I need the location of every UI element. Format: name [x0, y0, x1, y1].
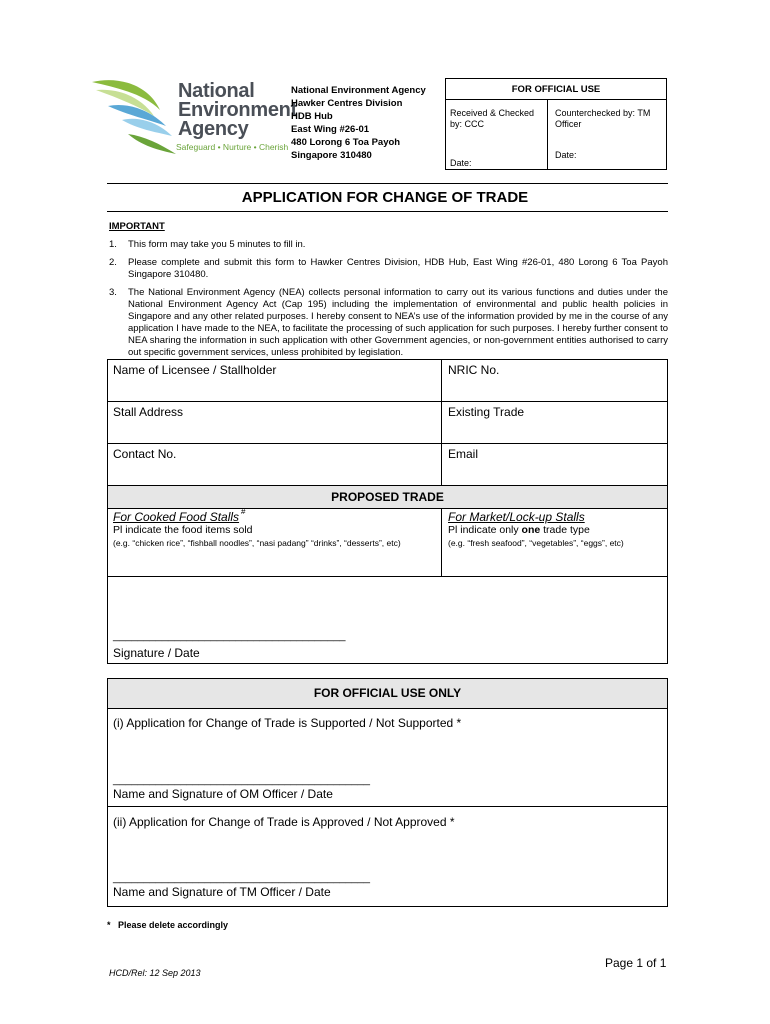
signature-field[interactable] — [108, 578, 667, 632]
contact-label: Contact No. — [113, 447, 177, 461]
delete-note-star: * — [107, 920, 111, 930]
page-number: Page 1 of 1 — [605, 956, 667, 970]
date-right-label: Date: — [555, 150, 577, 160]
logo-tagline: Safeguard • Nurture • Cherish — [176, 142, 289, 152]
stall-address-field[interactable] — [108, 422, 440, 442]
signature-date-label: Signature / Date — [113, 646, 200, 660]
title-rule-top — [107, 183, 668, 184]
market-stall-instruction: Pl indicate only one trade type — [448, 524, 590, 536]
existing-trade-label: Existing Trade — [448, 405, 525, 419]
cooked-food-heading: For Cooked Food Stalls — [113, 510, 240, 524]
form-reference: HCD/Rel: 12 Sep 2013 — [109, 968, 201, 978]
name-field[interactable] — [108, 380, 440, 400]
signature-line: ______________________________________ — [113, 630, 346, 642]
nric-field[interactable] — [443, 380, 666, 400]
received-checked-label: Received & Checked by: CCC — [450, 108, 535, 129]
official-use-only-heading: FOR OFFICIAL USE ONLY — [108, 679, 667, 708]
cooked-food-example: (e.g. “chicken rice”, “fishball noodles”, “nasi padang” “drinks”, “desserts”, etc) — [113, 538, 401, 548]
nric-label: NRIC No. — [448, 363, 500, 377]
market-stall-example: (e.g. “fresh seafood”, “vegetables”, “eggs”, etc) — [448, 538, 624, 548]
email-field[interactable] — [443, 464, 666, 484]
market-trade-field[interactable] — [443, 550, 666, 575]
cooked-food-instruction: Pl indicate the food items sold — [113, 524, 253, 536]
logo-wordmark: National Environment Agency — [178, 80, 297, 140]
existing-trade-field[interactable] — [443, 422, 666, 442]
name-label: Name of Licensee / Stallholder — [113, 363, 277, 377]
page-title: APPLICATION FOR CHANGE OF TRADE — [241, 189, 529, 206]
cooked-food-mark: # — [241, 507, 246, 516]
nea-logo-icon — [88, 76, 180, 156]
contact-field[interactable] — [108, 464, 440, 484]
market-stall-heading: For Market/Lock-up Stalls — [448, 510, 585, 524]
official-use-box — [445, 78, 667, 170]
email-label: Email — [448, 447, 479, 461]
date-left-label: Date: — [450, 158, 472, 168]
tm-signature-line: __________________________________________ — [113, 872, 370, 884]
official-use-title: FOR OFFICIAL USE — [446, 79, 666, 100]
supported-statement: (i) Application for Change of Trade is Supported / Not Supported * — [113, 716, 462, 730]
counterchecked-label: Counterchecked by: TM Officer — [555, 108, 651, 129]
title-rule-bottom — [107, 211, 668, 212]
agency-address: National Environment Agency Hawker Centres Division HDB Hub East Wing #26-01 480 Lorong 6 Toa Payoh Singapore 310480 — [291, 85, 426, 161]
proposed-trade-heading: PROPOSED TRADE — [108, 486, 667, 508]
delete-note: Please delete accordingly — [118, 920, 229, 930]
om-officer-label: Name and Signature of OM Officer / Date — [113, 787, 333, 801]
stall-address-label: Stall Address — [113, 405, 184, 419]
approved-statement: (ii) Application for Change of Trade is Approved / Not Approved * — [113, 815, 455, 829]
tm-officer-label: Name and Signature of TM Officer / Date — [113, 885, 331, 899]
om-signature-line: __________________________________________ — [113, 774, 370, 786]
cooked-food-field[interactable] — [108, 550, 440, 575]
important-heading: IMPORTANT — [109, 221, 165, 232]
